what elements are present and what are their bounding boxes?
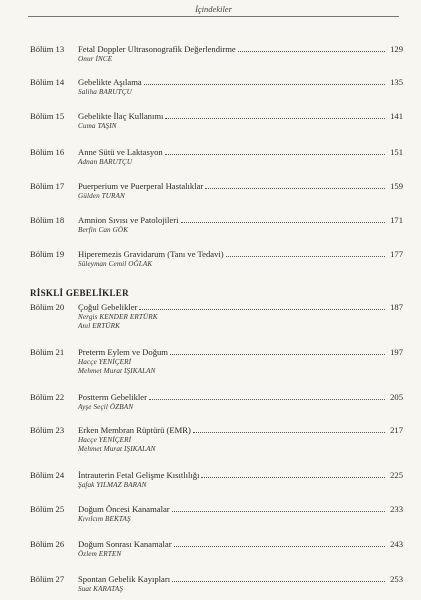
chapter-number: Bölüm 17 — [30, 181, 65, 191]
chapter-author: Berfin Can GÖK — [78, 226, 129, 234]
chapter-number: Bölüm 22 — [30, 392, 65, 402]
chapter-author: Nergis KENDER ERTÜRK — [78, 313, 158, 321]
page-number: 141 — [390, 111, 403, 121]
chapter-title: Anne Sütü ve Laktasyon — [78, 147, 163, 157]
chapter-title: İntrauterin Fetal Gelişme Kısıtlılığı — [78, 470, 200, 480]
page-number: 233 — [390, 504, 403, 514]
dot-leader — [201, 470, 385, 478]
chapter-author: Hacçe YENİÇERİ — [78, 436, 132, 444]
chapter-author: Saliha BARUTÇU — [78, 88, 132, 96]
chapter-author: Hacçe YENİÇERİ — [78, 358, 132, 366]
chapter-number: Bölüm 13 — [30, 44, 65, 54]
chapter-author: Anıl ERTÜRK — [78, 322, 121, 330]
chapter-title: Postterm Gebelikler — [78, 392, 147, 402]
toc-entry — [30, 249, 403, 269]
page-number: 151 — [390, 147, 403, 157]
page-number: 217 — [390, 425, 403, 435]
page-number: 159 — [390, 181, 403, 191]
toc-entry — [30, 574, 403, 594]
dot-leader — [181, 215, 386, 223]
toc-entry — [30, 77, 403, 97]
chapter-title: Amnion Sıvısı ve Patolojileri — [78, 215, 179, 225]
toc-entry — [30, 392, 403, 412]
dot-leader — [172, 504, 385, 512]
chapter-author: Adnan BARUTÇU — [78, 158, 133, 166]
dot-leader — [226, 249, 385, 257]
chapter-title: Çoğul Gebelikler — [78, 302, 138, 312]
dot-leader — [205, 181, 385, 189]
chapter-title: Doğum Sonrası Kanamalar — [78, 539, 172, 549]
chapter-title: Fetal Doppler Ultrasonografik Değerlendirme — [78, 44, 236, 54]
chapter-number: Bölüm 19 — [30, 249, 65, 259]
dot-leader — [149, 392, 385, 400]
toc-entry — [30, 347, 403, 376]
chapter-number: Bölüm 15 — [30, 111, 65, 121]
chapter-title: Erken Membran Rüptürü (EMR) — [78, 425, 191, 435]
page-number: 171 — [390, 215, 403, 225]
chapter-author: Özlem ERTEN — [78, 550, 122, 558]
chapter-author: Süleyman Cemil OĞLAK — [78, 260, 153, 268]
toc-entry — [30, 147, 403, 167]
page-header: İçindekiler — [28, 4, 399, 17]
chapter-author: Onur İNCE — [78, 55, 113, 63]
page-number: 253 — [390, 574, 403, 584]
chapter-author: Mehmet Murat IŞIKALAN — [78, 445, 156, 453]
toc-entry — [30, 425, 403, 454]
chapter-author: Gülden TURAN — [78, 192, 125, 200]
toc-entry — [30, 470, 403, 490]
toc-entry — [30, 181, 403, 201]
dot-leader — [238, 44, 385, 52]
toc-entry — [30, 539, 403, 559]
chapter-title: Gebelikte İlaç Kullanımı — [78, 111, 164, 121]
chapter-title: Preterm Eylem ve Doğum — [78, 347, 168, 357]
toc-entry — [30, 504, 403, 524]
page-number: 129 — [390, 44, 403, 54]
chapter-number: Bölüm 25 — [30, 504, 65, 514]
chapter-number: Bölüm 14 — [30, 77, 65, 87]
chapter-number: Bölüm 16 — [30, 147, 65, 157]
dot-leader — [165, 111, 385, 119]
chapter-number: Bölüm 23 — [30, 425, 65, 435]
chapter-title: Puerperium ve Puerperal Hastalıklar — [78, 181, 204, 191]
dot-leader — [144, 77, 385, 85]
chapter-author: Suat KARATAŞ — [78, 585, 123, 593]
chapter-number: Bölüm 18 — [30, 215, 65, 225]
dot-leader — [172, 574, 385, 582]
toc-entry — [30, 302, 403, 331]
chapter-number: Bölüm 27 — [30, 574, 65, 584]
toc-entry — [30, 111, 403, 131]
chapter-number: Bölüm 24 — [30, 470, 65, 480]
page-number: 177 — [390, 249, 403, 259]
page-number: 197 — [390, 347, 403, 357]
page-number: 225 — [390, 470, 403, 480]
chapter-title: Doğum Öncesi Kanamalar — [78, 504, 170, 514]
chapter-number: Bölüm 26 — [30, 539, 65, 549]
chapter-author: Kıvılcım BEKTAŞ — [78, 515, 131, 523]
chapter-author: Cuma TAŞIN — [78, 122, 117, 130]
chapter-title: Hiperemezis Gravidarum (Tanı ve Tedavi) — [78, 249, 224, 259]
section-heading: RİSKLİ GEBELİKLER — [30, 288, 129, 298]
dot-leader — [165, 147, 385, 155]
dot-leader — [174, 539, 385, 547]
page-number: 135 — [390, 77, 403, 87]
page-number: 243 — [390, 539, 403, 549]
page-number: 205 — [390, 392, 403, 402]
dot-leader — [139, 302, 385, 310]
toc-entry — [30, 215, 403, 235]
chapter-author: Mehmet Murat IŞIKALAN — [78, 367, 156, 375]
chapter-number: Bölüm 20 — [30, 302, 65, 312]
chapter-author: Ayşe Seçil ÖZBAN — [78, 403, 134, 411]
chapter-author: Şafak YILMAZ BARAN — [78, 481, 147, 489]
chapter-title: Spontan Gebelik Kayıpları — [78, 574, 171, 584]
toc-entry — [30, 44, 403, 64]
chapter-title: Gebelikte Aşılama — [78, 77, 142, 87]
chapter-number: Bölüm 21 — [30, 347, 65, 357]
dot-leader — [170, 347, 385, 355]
dot-leader — [193, 425, 385, 433]
page-number: 187 — [390, 302, 403, 312]
